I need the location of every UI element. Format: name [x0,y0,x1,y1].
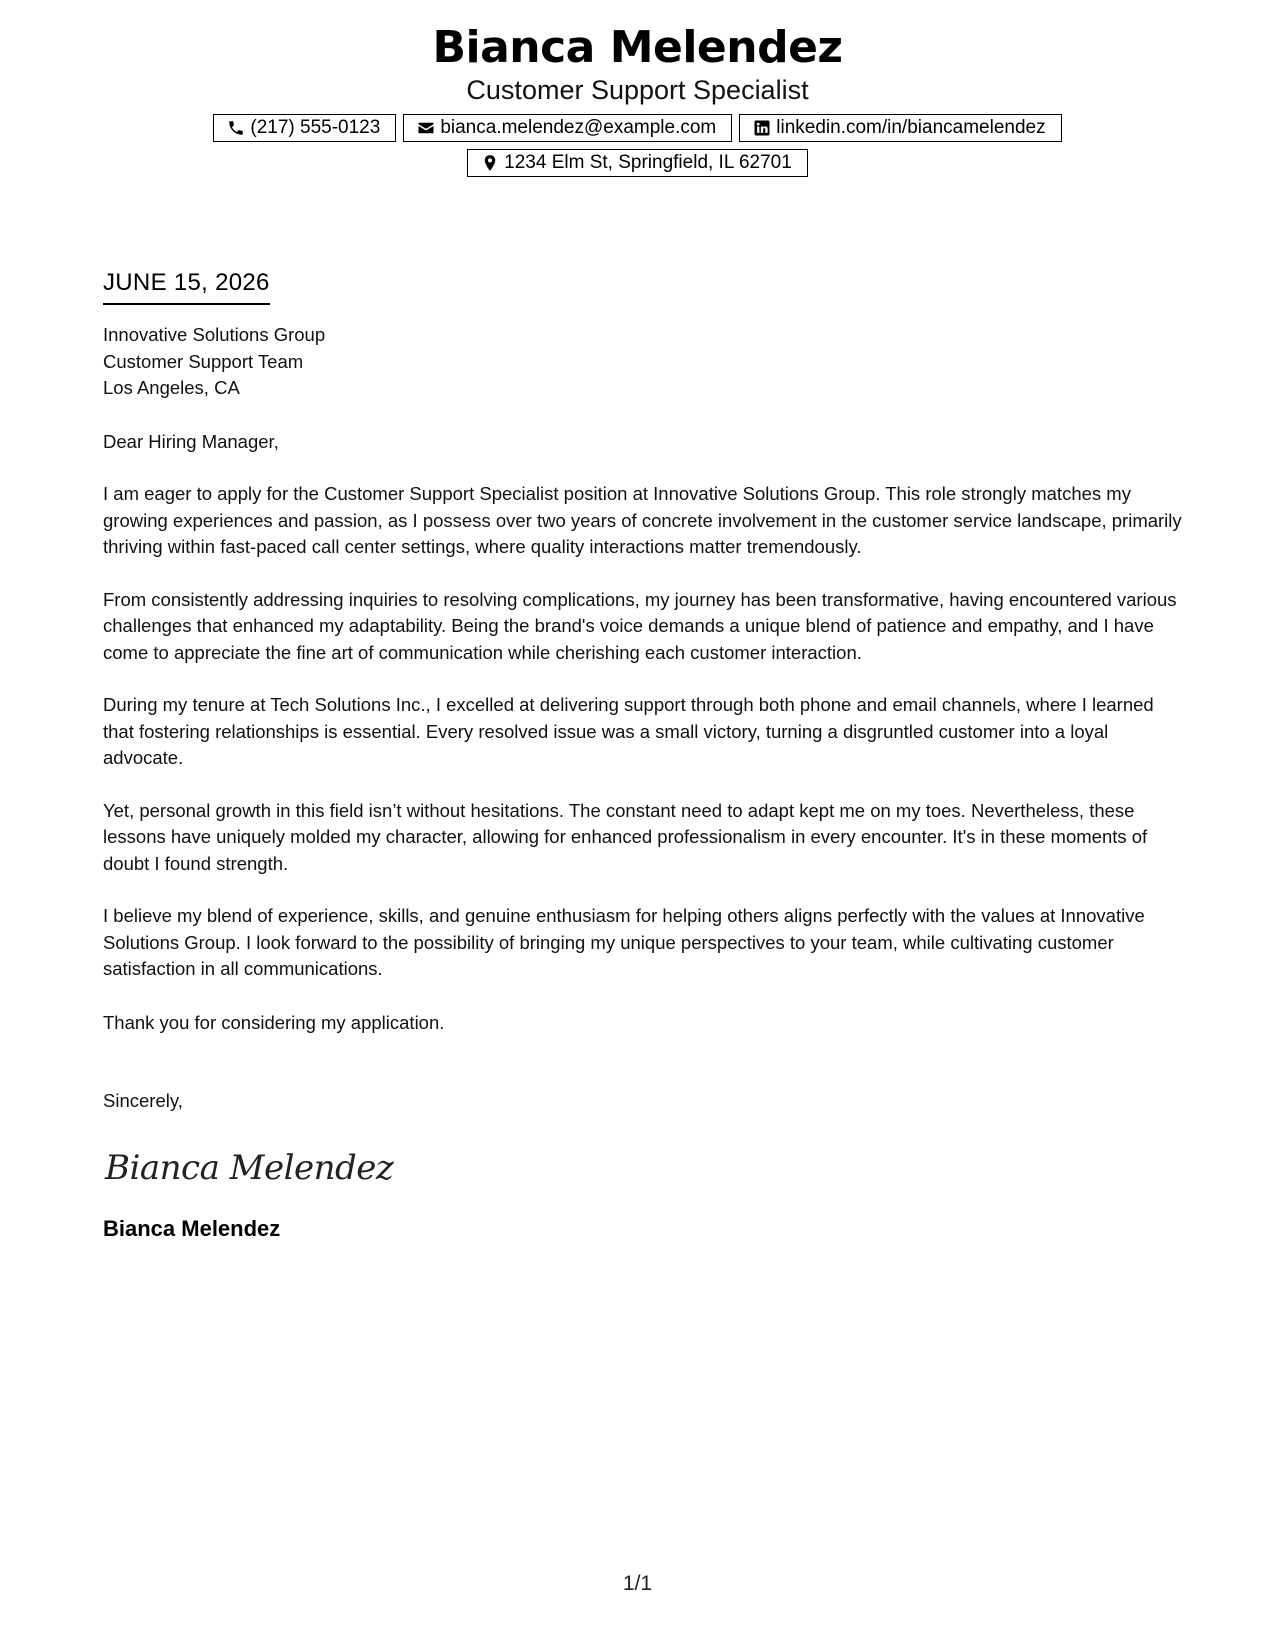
letter-date: JUNE 15, 2026 [103,268,270,305]
signoff: Sincerely, [103,1090,183,1111]
signer-name: Bianca Melendez [103,1215,281,1241]
phone-chip [213,114,396,142]
email-chip[interactable] [403,114,732,142]
signature-text: Bianca Melendez [105,1147,394,1188]
address-text: 1234 Elm St, Springfield, IL 62701 [504,152,792,173]
letter-header [0,22,1275,177]
recipient-location: Los Angeles, CA [103,377,240,398]
closing-line: Thank you for considering my application. [103,1011,445,1033]
page-number: 1/1 [622,1572,653,1595]
handwritten-signature [103,1137,1183,1197]
linkedin-text: linkedin.com/in/biancamelendez [776,117,1046,138]
phone-text: (217) 555-0123 [250,117,381,138]
linkedin-chip[interactable] [739,114,1061,142]
applicant-title: Customer Support Specialist [466,75,809,105]
email-text: bianca.melendez@example.com [440,117,717,138]
envelope-icon [417,119,435,137]
recipient-block [103,322,1183,402]
linkedin-icon [753,119,771,137]
recipient-team: Customer Support Team [103,350,304,372]
contact-row-address [0,149,1275,177]
body-paragraph: I am eager to apply for the Customer Support Specialist position at Innovative Solutions Group. This role strongly matches my growing experiences and passion, as I possess over two years of concrete involvement in the customer service landscape, primarily thriving within fast-paced call center settings, where quality interactions matter tremendously. [103,483,1182,557]
body-paragraph: I believe my blend of experience, skills, and genuine enthusiasm for helping others aligns perfectly with the values at Innovative Solutions Group. I look forward to the possibility of bringing my unique perspectives to your team, while cultivating customer satisfaction in all communications. [103,905,1145,979]
body-paragraph: From consistently addressing inquiries to resolving complications, my journey has been transformative, having encountered various challenges that enhanced my adaptability. Being the brand's voice demands a unique blend of patience and empathy, and I have come to appreciate the fine art of communication while cherishing each customer interaction. [103,588,1177,663]
body-paragraph: Yet, personal growth in this field isn’t without hesitations. The constant need to adapt kept me on my toes. Nevertheless, these lessons have uniquely molded my character, allowing for enhanced professionalism in every encounter. It's in these moments of doubt I found strength. [103,799,1148,874]
address-chip [467,149,808,177]
phone-icon [227,119,245,137]
greeting: Dear Hiring Manager, [103,430,279,452]
applicant-name: Bianca Melendez [432,22,843,73]
recipient-company: Innovative Solutions Group [103,324,326,345]
contact-row [0,114,1275,142]
map-marker-icon [481,154,499,172]
letter-body [103,268,1183,1243]
body-paragraph: During my tenure at Tech Solutions Inc., I excelled at delivering support through both phone and email channels, where I learned that fostering relationships is essential. Every resolved issue was a small victory, turning a disgruntled customer into a loyal advocate. [103,694,1154,768]
